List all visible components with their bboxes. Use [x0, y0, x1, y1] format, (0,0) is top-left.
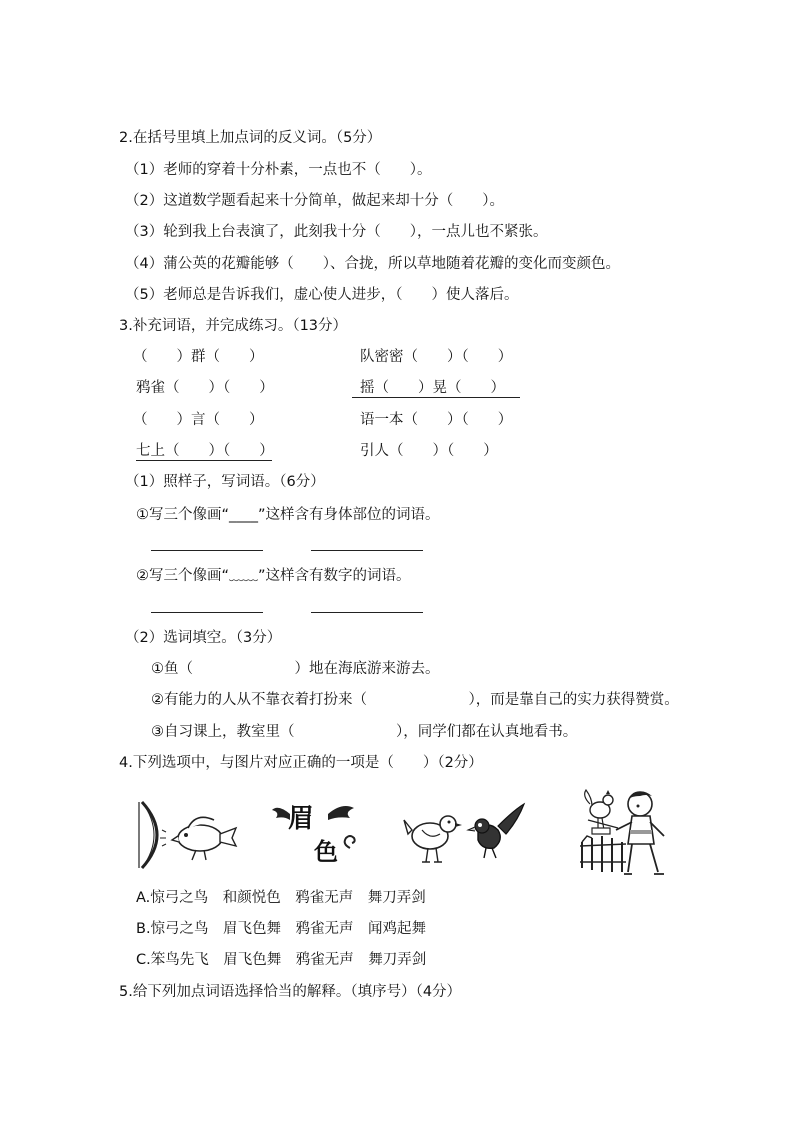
- q3-word-right-1: 队密密（ ）（ ）: [360, 349, 513, 365]
- q4-option-a[interactable]: A.惊弓之鸟 和颜悦色 鸦雀无声 舞刀弄剑: [136, 890, 426, 906]
- q2-item-1: （1）老师的穿着十分朴素，一点也不（ ）。: [125, 162, 432, 178]
- color-char: 色: [314, 838, 338, 866]
- two-birds-picture: [402, 800, 532, 870]
- bow-and-bird-picture: [136, 798, 240, 872]
- q3-sub2-item-2: ②有能力的人从不靠衣着打扮来（ ），而是靠自己的实力获得赞赏。: [151, 692, 679, 708]
- q2-item-5: （5）老师总是告诉我们，虚心使人进步，（ ）使人落后。: [125, 287, 519, 303]
- q3-sub2-item-3: ③自习课上，教室里（ ），同学们都在认真地看书。: [151, 724, 578, 740]
- q4-option-c[interactable]: C.笨鸟先飞 眉飞色舞 鸦雀无声 舞刀弄剑: [136, 952, 427, 968]
- q2-item-4: （4）蒲公英的花瓣能够（ ）、合拢，所以草地随着花瓣的变化而变颜色。: [125, 256, 620, 272]
- q3-word-right-3: 语一本（ ）（ ）: [360, 412, 513, 428]
- q3-word-left-3: （ ）言（ ）: [133, 412, 264, 428]
- q3-word-left-2: 鸦雀（ ）（ ）: [136, 380, 274, 396]
- answer-line-1a[interactable]: [151, 550, 263, 551]
- q2-item-2: （2）这道数学题看起来十分简单，做起来却十分（ ）。: [125, 193, 504, 209]
- q4-option-b[interactable]: B.惊弓之鸟 眉飞色舞 鸦雀无声 闻鸡起舞: [136, 921, 427, 937]
- wings-icon: [270, 800, 360, 830]
- q3-sub1-title: （1）照样子，写词语。（6分）: [125, 474, 325, 490]
- q3-sub2-title: （2）选词填空。（3分）: [125, 630, 282, 646]
- answer-line-2a[interactable]: [151, 612, 263, 613]
- q3-sub1-b: ②写三个像画“﹏﹏”这样含有数字的词语。: [136, 568, 411, 584]
- eyebrow-dancing-picture: [270, 800, 360, 872]
- q3-underline-left-4: [136, 460, 272, 461]
- q4-title: 4.下列选项中，与图片对应正确的一项是（ ）（2分）: [119, 755, 483, 771]
- q3-word-right-4: 引人（ ）（ ）: [360, 443, 498, 459]
- q3-underline-right-2: [352, 397, 520, 398]
- q5-title: 5.给下列加点词语选择恰当的解释。（填序号）（4分）: [119, 984, 462, 1000]
- answer-line-2b[interactable]: [311, 612, 423, 613]
- q3-word-left-4: 七上（ ）（ ）: [136, 443, 274, 459]
- eyebrow-char: 眉: [288, 804, 315, 834]
- q2-item-3: （3）轮到我上台表演了，此刻我十分（ ），一点儿也不紧张。: [125, 224, 548, 240]
- q3-sub2-item-1: ①鱼（ ）地在海底游来游去。: [151, 661, 440, 677]
- q2-title: 2.在括号里填上加点词的反义词。（5分）: [119, 130, 382, 146]
- swirl-icon: [340, 830, 360, 850]
- answer-line-1b[interactable]: [311, 550, 423, 551]
- q3-word-right-2: 摇（ ）晃（ ）: [360, 380, 505, 396]
- q3-title: 3.补充词语，并完成练习。（13分）: [119, 318, 348, 334]
- q3-word-left-1: （ ）群（ ）: [133, 349, 264, 365]
- q3-sub1-a: ①写三个像画“____”这样含有身体部位的词语。: [136, 507, 440, 523]
- rooster-and-swordsman-picture: [580, 782, 676, 882]
